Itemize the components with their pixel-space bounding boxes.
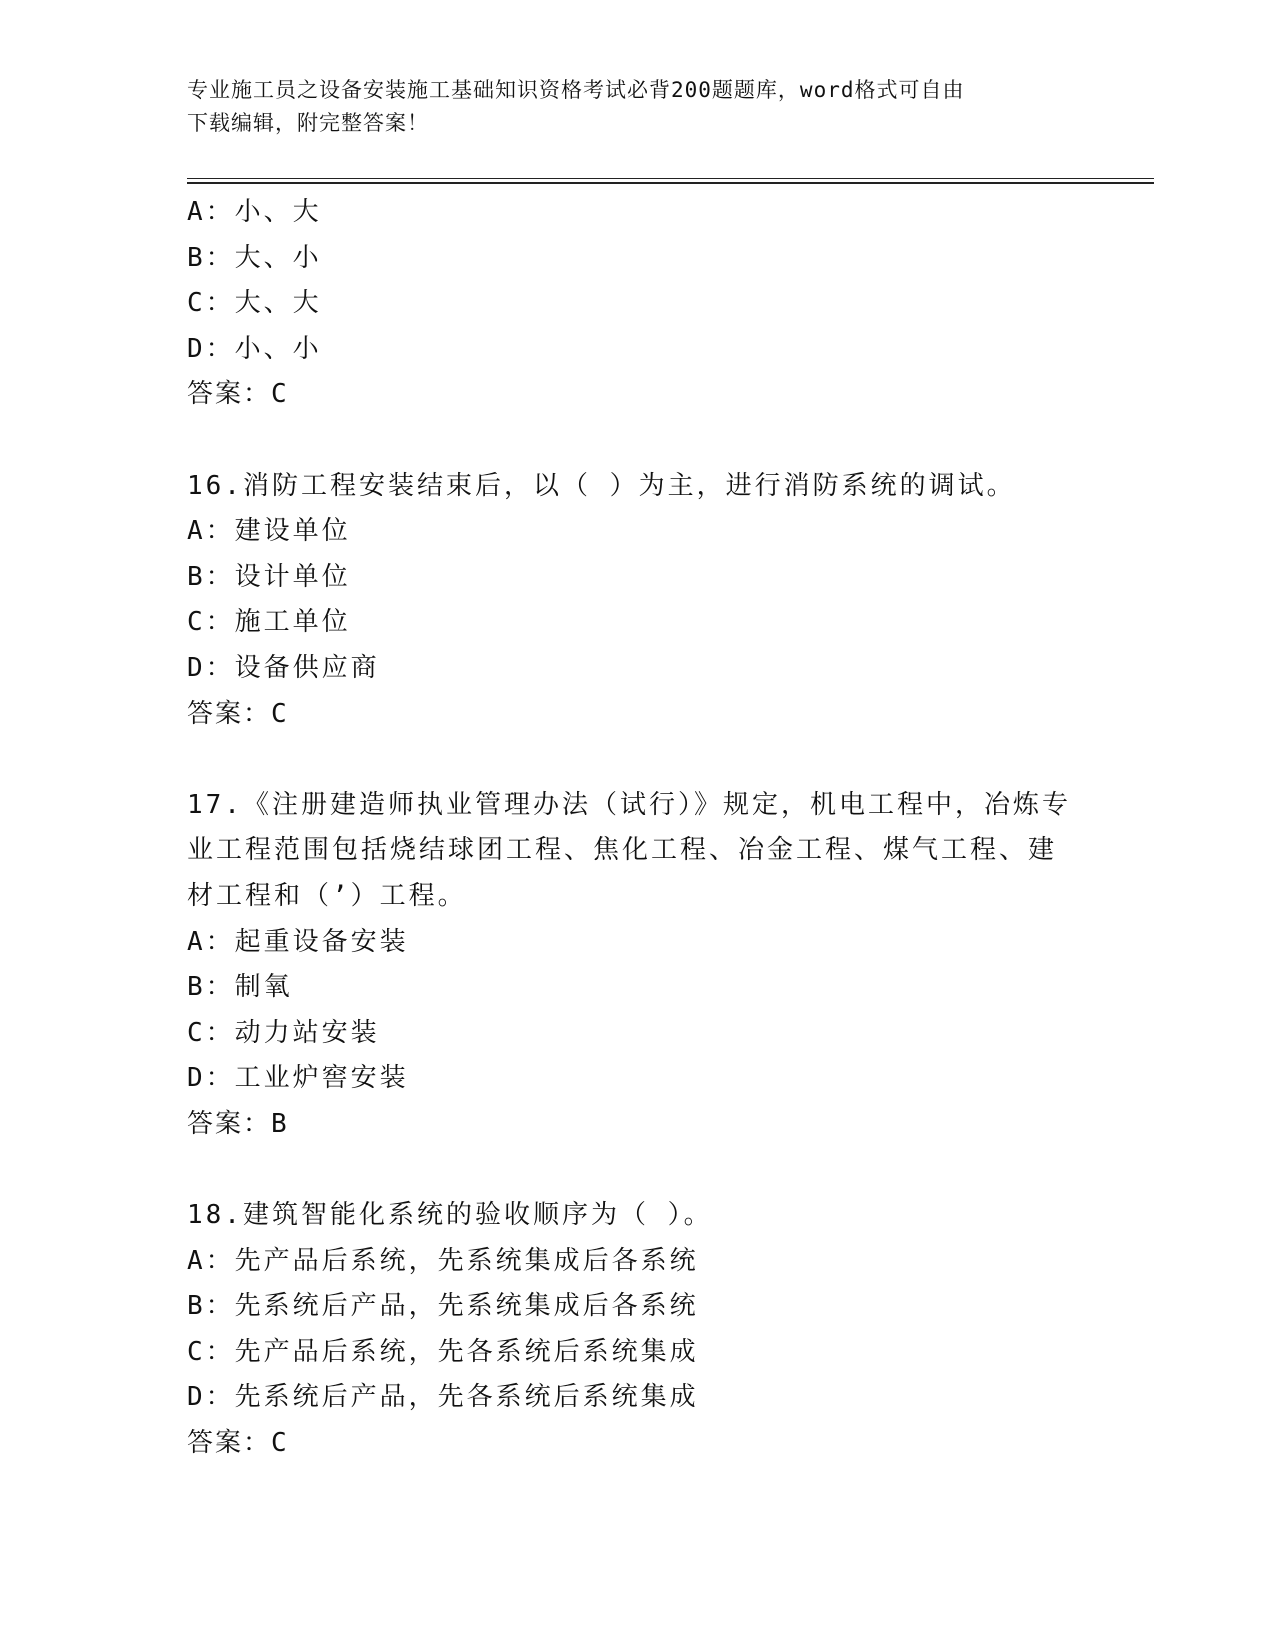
option-c: C：先产品后系统，先各系统后系统集成	[187, 1336, 699, 1367]
question-text-line-3: 材工程和（’）工程。	[187, 880, 467, 911]
option-d: D：工业炉窖安装	[187, 1063, 409, 1094]
header-divider-thick	[187, 182, 1154, 184]
option-d: D：先系统后产品，先各系统后系统集成	[187, 1382, 699, 1413]
header-divider-thin	[187, 178, 1154, 179]
option-a: A：先产品后系统，先系统集成后各系统	[187, 1245, 699, 1276]
option-c: C：动力站安装	[187, 1017, 380, 1048]
answer-line: 答案：B	[187, 1108, 289, 1139]
question-block-17	[187, 783, 1087, 1148]
question-text: 16.消防工程安装结束后，以（ ）为主，进行消防系统的调试。	[187, 470, 1016, 501]
header-title-line-2: 下载编辑，附完整答案！	[187, 111, 429, 135]
option-b: B：制氧	[187, 972, 293, 1003]
question-list	[187, 190, 1087, 1467]
question-block-18	[187, 1193, 1087, 1467]
question-block-15	[187, 190, 1087, 418]
option-b: B：设计单位	[187, 561, 351, 592]
answer-line: 答案：C	[187, 1428, 289, 1459]
question-text-line-2: 业工程范围包括烧结球团工程、焦化工程、冶金工程、煤气工程、建	[187, 835, 1058, 866]
document-header	[187, 74, 1067, 140]
answer-line: 答案：C	[187, 379, 289, 410]
option-a: A：小、大	[187, 197, 322, 227]
question-text: 18.建筑智能化系统的验收顺序为（ ）。	[187, 1200, 713, 1231]
option-b: B：大、小	[187, 242, 322, 273]
option-b: B：先系统后产品，先系统集成后各系统	[187, 1291, 699, 1322]
block-spacer	[187, 1147, 1087, 1193]
question-text-line-1: 17.《注册建造师执业管理办法（试行）》规定，机电工程中，冶炼专	[187, 789, 1071, 820]
block-spacer	[187, 737, 1087, 783]
header-title-line-1: 专业施工员之设备安装施工基础知识资格考试必背200题题库，word格式可自由	[187, 78, 965, 102]
option-a: A：起重设备安装	[187, 926, 409, 957]
option-a: A：建设单位	[187, 516, 351, 547]
option-c: C：大、大	[187, 288, 322, 319]
question-block-16	[187, 464, 1087, 738]
option-d: D：设备供应商	[187, 652, 380, 683]
option-d: D：小、小	[187, 333, 322, 364]
answer-line: 答案：C	[187, 698, 289, 729]
block-spacer	[187, 418, 1087, 464]
option-c: C：施工单位	[187, 607, 351, 638]
